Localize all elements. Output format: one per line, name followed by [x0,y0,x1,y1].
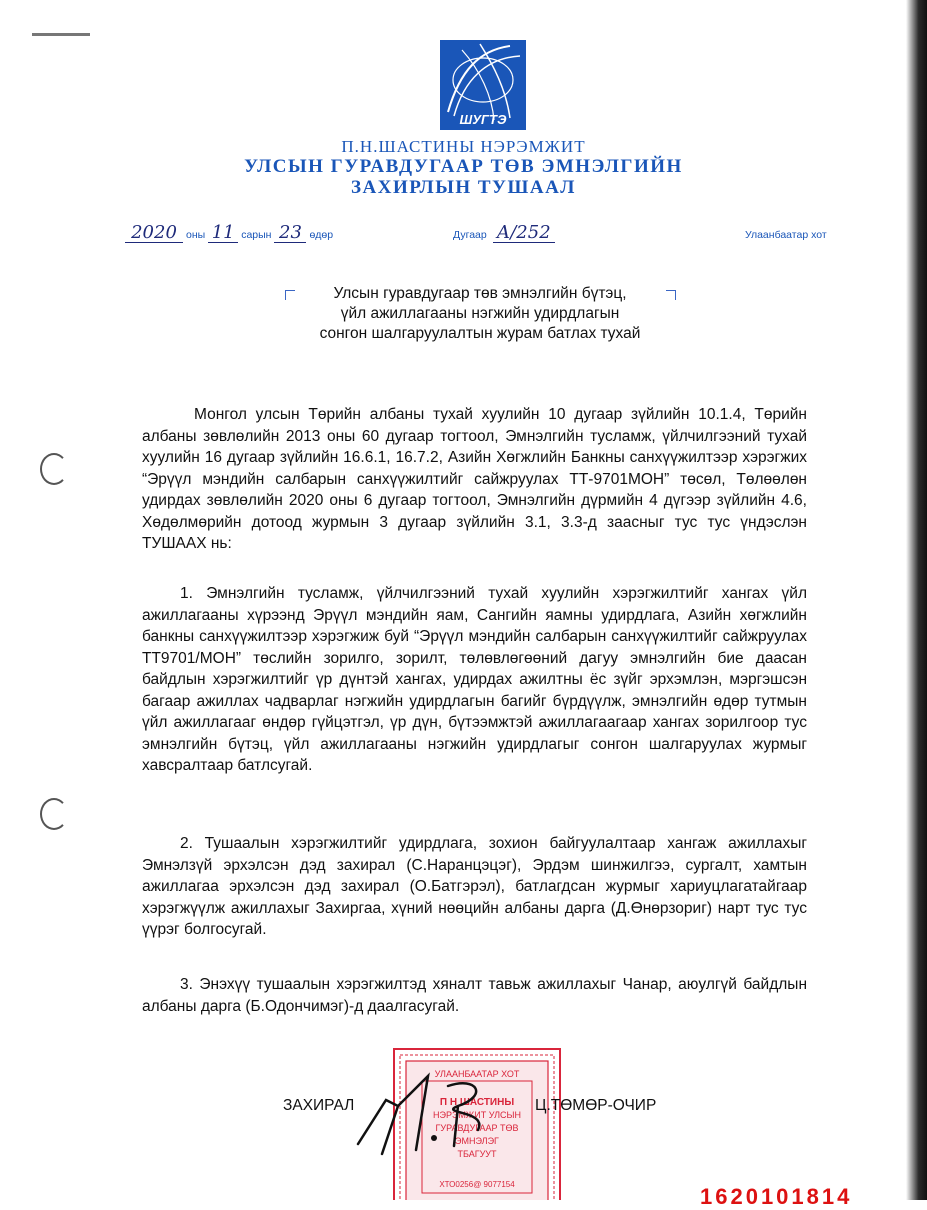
subject-line-2: үйл ажиллагааны нэгжийн удирдлагын [340,305,620,322]
punch-hole [40,798,68,830]
intro-paragraph: Монгол улсын Төрийн албаны тухай хуулийн 10 дугаар зүйлийн 10.1.4, Төрийн албаны зөвлөлийн 2013 оны 60 дугаар тогтоол, Эмнэлгийн тусламж, үйлчилгээний тухай хуулийн 16 дугаар зүйлийн 16.6.1, 16.7.2, Азийн Хөгжлийн Банкны санхүүжилтээр хэрэгжих “Эрүүл мэндийн салбарын санхүүжилтийг сайжруулах ТТ-9701МОН” төсөл, Төлөөлөн удирдах зөвлөлийн 2020 оны 6 дугаар тогтоол, Эмнэлгийн дүрмийн 4 дүгээр зүйлийн 4.6, Хөдөлмөрийн дотоод журмын 3 дугаар зүйлийн 3.1, 3.3-д заасныг тус тус үндэслэн ТУШААХ нь: [142,406,807,552]
number-row [450,224,555,243]
seal-bottom-text: ХТО0256@ 9077154 [439,1180,515,1189]
date-row [125,224,336,243]
logo-text: ШУГТЭ [459,112,507,127]
item-1-paragraph: 1. Эмнэлгийн тусламж, үйлчилгээний тухай хуулийн хэрэгжилтийг хангах үйл ажиллагааны хүрээнд Эрүүл мэндийн яам, Сангийн яамны удирдлага, Азийн хөгжлийн банкны санхүүжилтээр хэрэгжиж буй “Эрүүл мэндийн салбарын санхүүжилтийг сайжруулах ТТ9701/МОН” төслийн зорилго, зорилт, төлөвлөгөөний дагуу эмнэлгийн бие даасан байдлын хэрэгжилтийг үр дүнтэй хангах, удирдах ажилтны ёс зүйг эрхэмлэн, мэргэшсэн багаар ажиллах чадварлаг нэгжийн удирдлагын багийг бүрдүүлж, эмнэлгийн өдөр тутмын үйл ажиллагааг өндөр гүйцэтгэл, үр дүн, бүтээмжтэй ажиллагаагаар хангах зорилгоор тус эмнэлгийн бүтэц, үйл ажиллагааны нэгжийн удирдлагыг сонгон шалгаруулах журмыг хавсралтаар батлсугай. [142,585,807,774]
signatory-name: Ц.ТӨМӨР-ОЧИР [535,1097,657,1114]
seal-top-text: УЛААНБААТАР ХОТ [434,1069,520,1079]
punch-hole [40,453,68,485]
date-year: 2020 [125,224,183,243]
item-2-paragraph: 2. Тушаалын хэрэгжилтийг удирдлага, зохион байгуулалтаар хангаж ажиллахыг Эмнэлзүй эрхэлсэн дэд захирал (С.Наранцэцэг), Эрдэм шинжилгээ, сургалт, хамтын ажиллагаа эрхэлсэн дэд захирал (О.Батгэрэл), батлагдсан журмыг хариуцлагатайгаар хэрэгжүүлж ажиллахыг Захиргаа, хүний нөөцийн албаны дарга (Д.Өнөрзориг) нарт тус тус үүрэг болгосугай. [142,835,807,938]
city: Улаанбаатар хот [745,229,827,241]
header-line-1: П.Н.ШАСТИНЫ НЭРЭМЖИТ [341,137,586,156]
seal-line-4: ЭМНЭЛЭГ [455,1136,499,1146]
date-year-suffix: оны [186,229,206,241]
seal-line-5: ТБАГУУТ [457,1149,497,1159]
seal-line-1: П Н ШАСТИНЫ [439,1097,515,1108]
item-3-paragraph: 3. Энэхүү тушаалын хэрэгжилтэд хяналт тавьж ажиллахыг Чанар, аюулгүй байдлын албаны дарга (Б.Одончимэг)-д даалгасугай. [142,976,807,1015]
hospital-logo [440,40,526,130]
number-label: Дугаар [453,229,487,241]
signature-title: ЗАХИРАЛ [283,1097,355,1114]
header-line-3: ЗАХИРЛЫН ТУШААЛ [351,177,576,198]
serial-number: 1620101814 [700,1184,853,1209]
subject [280,284,680,344]
date-month-suffix: сарын [241,229,272,241]
number-value: А/252 [493,224,555,243]
date-day-suffix: өдөр [309,229,334,241]
date-month: 11 [208,224,238,243]
scan-mark [32,33,90,36]
seal-line-2: НЭРЭМЖИТ УЛСЫН [432,1110,522,1120]
seal-line-3: ГУРАВДУГААР ТӨВ [435,1123,519,1133]
subject-line-3: сонгон шалгаруулалтын журам батлах тухай [319,325,641,342]
subject-line-1: Улсын гуравдугаар төв эмнэлгийн бүтэц, [333,285,627,302]
date-day: 23 [274,224,306,243]
header-line-2: УЛСЫН ГУРАВДУГААР ТӨВ ЭМНЭЛГИЙН [244,156,683,177]
handwritten-signature [338,1066,508,1156]
